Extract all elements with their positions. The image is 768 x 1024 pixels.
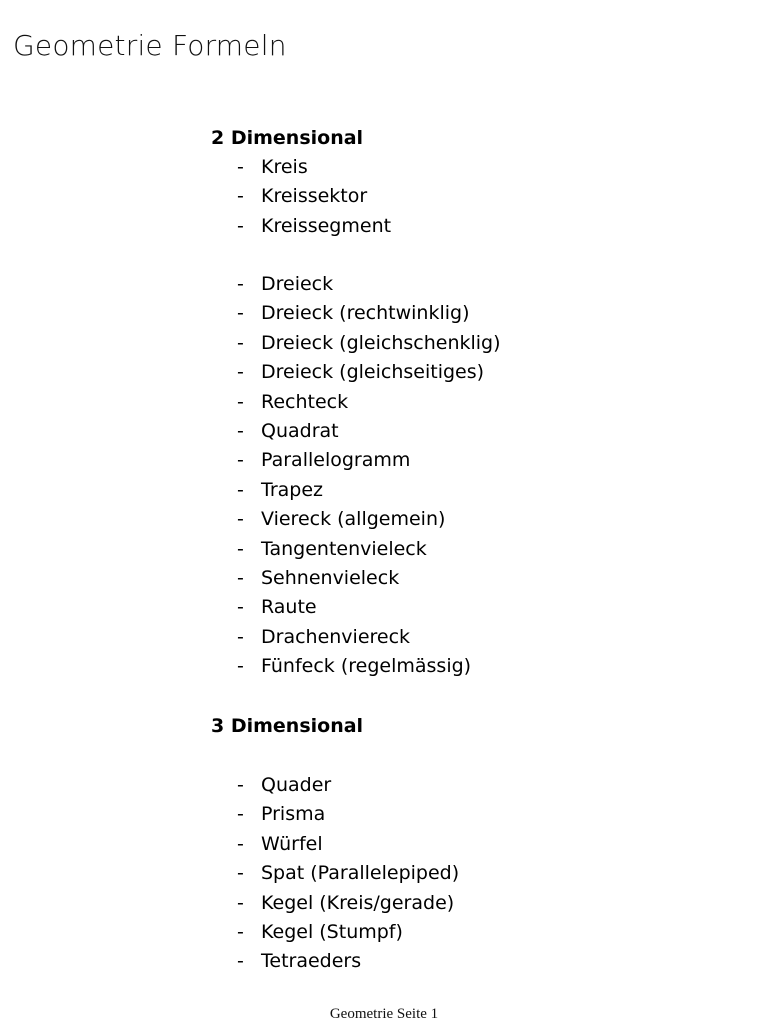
list-item: [237, 652, 501, 681]
list-item-label: Quadrat: [261, 419, 339, 442]
list-item: [237, 918, 459, 947]
list-item: [237, 358, 501, 387]
list-item: [237, 800, 459, 829]
list-item-label: Kegel (Stumpf): [261, 920, 403, 943]
list-item-label: Würfel: [261, 832, 323, 855]
solid-shapes-list: [237, 771, 459, 977]
dash-bullet: -: [237, 361, 244, 384]
section-heading-2d: 2 Dimensional: [211, 127, 364, 149]
dash-bullet: -: [237, 273, 244, 295]
list-item: [237, 270, 501, 299]
list-item-label: Kreis: [261, 156, 308, 178]
dash-bullet: -: [237, 566, 244, 589]
list-item: [237, 623, 501, 652]
dash-bullet: -: [237, 185, 244, 208]
dash-bullet: -: [237, 331, 244, 354]
list-item: [237, 153, 391, 182]
list-item-label: Fünfeck (regelmässig): [261, 655, 472, 678]
dash-bullet: -: [237, 862, 244, 885]
list-item: [237, 299, 501, 328]
page-footer: Geometrie Seite 1: [329, 1006, 439, 1022]
list-item: [237, 859, 459, 888]
dash-bullet: -: [237, 655, 244, 678]
list-item-label: Parallelogramm: [261, 449, 411, 472]
list-item: [237, 947, 459, 976]
circle-shapes-list: [237, 153, 391, 241]
list-item-label: Kegel (Kreis/gerade): [261, 891, 455, 914]
dash-bullet: -: [237, 832, 244, 855]
list-item: [237, 564, 501, 593]
dash-bullet: -: [237, 508, 244, 531]
list-item-label: Dreieck (rechtwinklig): [261, 302, 470, 325]
list-item-label: Raute: [261, 596, 317, 619]
list-item-label: Rechteck: [261, 390, 349, 413]
dash-bullet: -: [237, 537, 244, 560]
list-item: [237, 830, 459, 859]
list-item: [237, 329, 501, 358]
list-item-label: Tetraeders: [261, 950, 362, 973]
list-item: [237, 388, 501, 417]
list-item-label: Dreieck (gleichseitiges): [261, 361, 485, 384]
list-item-label: Viereck (allgemein): [261, 508, 446, 531]
dash-bullet: -: [237, 774, 244, 796]
list-item: [237, 446, 501, 475]
list-item: [237, 593, 501, 622]
list-item-label: Tangentenvieleck: [261, 537, 427, 560]
dash-bullet: -: [237, 950, 244, 973]
list-item: [237, 476, 501, 505]
page-title: Geometrie Formeln: [13, 29, 287, 62]
list-item-label: Kreissektor: [261, 185, 368, 208]
list-item-label: Drachenviereck: [261, 625, 411, 648]
dash-bullet: -: [237, 625, 244, 648]
list-item: [237, 889, 459, 918]
list-item-label: Spat (Parallelepiped): [261, 862, 460, 885]
dash-bullet: -: [237, 390, 244, 413]
list-item-label: Dreieck (gleichschenklig): [261, 331, 501, 354]
list-item-label: Kreissegment: [261, 214, 392, 237]
list-item-label: Prisma: [261, 803, 326, 826]
dash-bullet: -: [237, 478, 244, 501]
dash-bullet: -: [237, 419, 244, 442]
dash-bullet: -: [237, 891, 244, 914]
dash-bullet: -: [237, 920, 244, 943]
dash-bullet: -: [237, 214, 244, 237]
dash-bullet: -: [237, 156, 244, 178]
list-item: [237, 505, 501, 534]
polygon-shapes-list: [237, 270, 501, 681]
section-heading-3d: 3 Dimensional: [211, 715, 364, 737]
list-item: [237, 771, 459, 800]
list-item: [237, 535, 501, 564]
list-item: [237, 417, 501, 446]
dash-bullet: -: [237, 596, 244, 619]
list-item: [237, 182, 391, 211]
list-item-label: Dreieck: [261, 273, 334, 295]
list-item: [237, 212, 391, 241]
list-item-label: Sehnenvieleck: [261, 566, 400, 589]
dash-bullet: -: [237, 449, 244, 472]
list-item-label: Quader: [261, 774, 332, 796]
dash-bullet: -: [237, 803, 244, 826]
list-item-label: Trapez: [261, 478, 323, 501]
dash-bullet: -: [237, 302, 244, 325]
